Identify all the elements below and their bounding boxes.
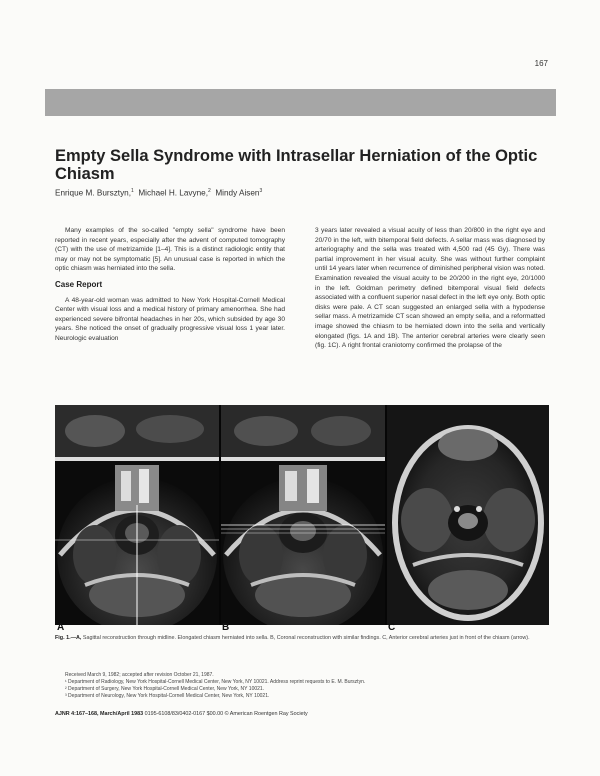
caption-figure-label: Fig. 1.—A,	[55, 635, 82, 641]
journal-copyright: 0195-6108/83/0402-0167 $00.00 © American Roentgen Ray Society	[144, 711, 308, 717]
author-1-affil: 1	[131, 188, 134, 194]
article-title: Empty Sella Syndrome with Intrasellar Herniation of the Optic Chiasm	[55, 147, 538, 183]
author-3-affil: 3	[259, 188, 263, 194]
left-column	[55, 226, 285, 350]
case-report-paragraph: A 48-year-old woman was admitted to New York Hospital-Cornell Medical Center with visual loss and a medical history of primary amenorrhea. She had experienced severe bifrontal headaches in her 20s, which subsided by age 30 years. She noticed the onset of gradually progressive visual loss 1 year later. Neurologic evaluation	[55, 296, 285, 342]
panel-label-a: A	[57, 622, 65, 633]
ct-sagittal-image	[55, 405, 219, 625]
figure-1	[55, 405, 549, 625]
ct-coronal-image	[221, 405, 385, 625]
author-2: Michael H. Lavyne,	[138, 188, 208, 198]
panel-label-b: B	[222, 622, 230, 633]
footnote-3: ³ Department of Neurology, New York Hospital-Cornell Medical Center, New York, NY 10021.	[65, 693, 270, 699]
panel-label-c: C	[388, 622, 396, 633]
journal-citation	[55, 711, 308, 717]
case-report-continued: 3 years later revealed a visual acuity of less than 20/800 in the right eye and 20/70 in the left, with bitemporal field defects. A sellar mass was diagnosed by arteriography and the sella was treated with 4,500 rad (45 Gy). There was partial improvement in her visual acuity. She was without further complaint until 14 years later when recurrence of diminished peripheral vision was noted. Examination revealed the visual acuity to be 20/200 in the right eye, 20/1000 in the left. Goldman perimetry defined bitemporal visual field defects associated with a confluent superior nasal defect in the left eye only. Both optic disks were pale. A CT scan suggested an enlarged sella with a hypodense sellar mass. A metrizamide CT scan showed an empty sella, and a reformatted image showed the chiasm to be herniated down into the sella and vertically elongated (figs. 1A and 1B). The anterior cerebral arteries were clearly seen (fig. 1C). A right frontal craniotomy confirmed the prolapse of the	[315, 227, 545, 350]
footnotes	[55, 672, 549, 700]
page-number: 167	[534, 59, 548, 68]
author-1: Enrique M. Bursztyn,	[55, 188, 131, 198]
author-3: Mindy Aisen	[215, 188, 260, 198]
ct-axial-image	[387, 405, 549, 625]
figure-caption	[55, 634, 549, 642]
figure-panel-b	[221, 405, 385, 625]
author-2-affil: 2	[207, 188, 211, 194]
right-column	[315, 226, 545, 357]
footnote-1: ¹ Department of Radiology, New York Hospital-Cornell Medical Center, New York, NY 10021. Address reprint requests to E. M. Bursztyn.	[65, 679, 366, 685]
footnote-2: ² Department of Surgery, New York Hospital-Cornell Medical Center, New York, NY 10021.	[65, 686, 265, 692]
figure-panel-c	[387, 405, 549, 625]
header-bar	[45, 89, 556, 116]
figure-panel-a	[55, 405, 219, 625]
journal-ref: AJNR 4:167–168, March/April 1983	[55, 711, 144, 717]
section-heading: Case Report	[55, 279, 103, 289]
received-note: Received March 9, 1982; accepted after revision October 21, 1987.	[65, 672, 214, 678]
caption-text: Sagittal reconstruction through midline. Elongated chiasm herniated into sella. B, Coronal reconstruction with similar findings. C, Anterior cerebral arteries just in front of the chiasm (arrow).	[82, 635, 530, 641]
intro-paragraph: Many examples of the so-called "empty sella" syndrome have been reported in recent years, especially after the advent of computed tomography (CT) with the use of metrizamide [1–4]. This is a distinct radiologic entity that may or may not be symptomatic [5]. An unusual case is reported in which the optic chiasm was herniated into the sella.	[55, 227, 285, 273]
author-line	[55, 188, 262, 198]
